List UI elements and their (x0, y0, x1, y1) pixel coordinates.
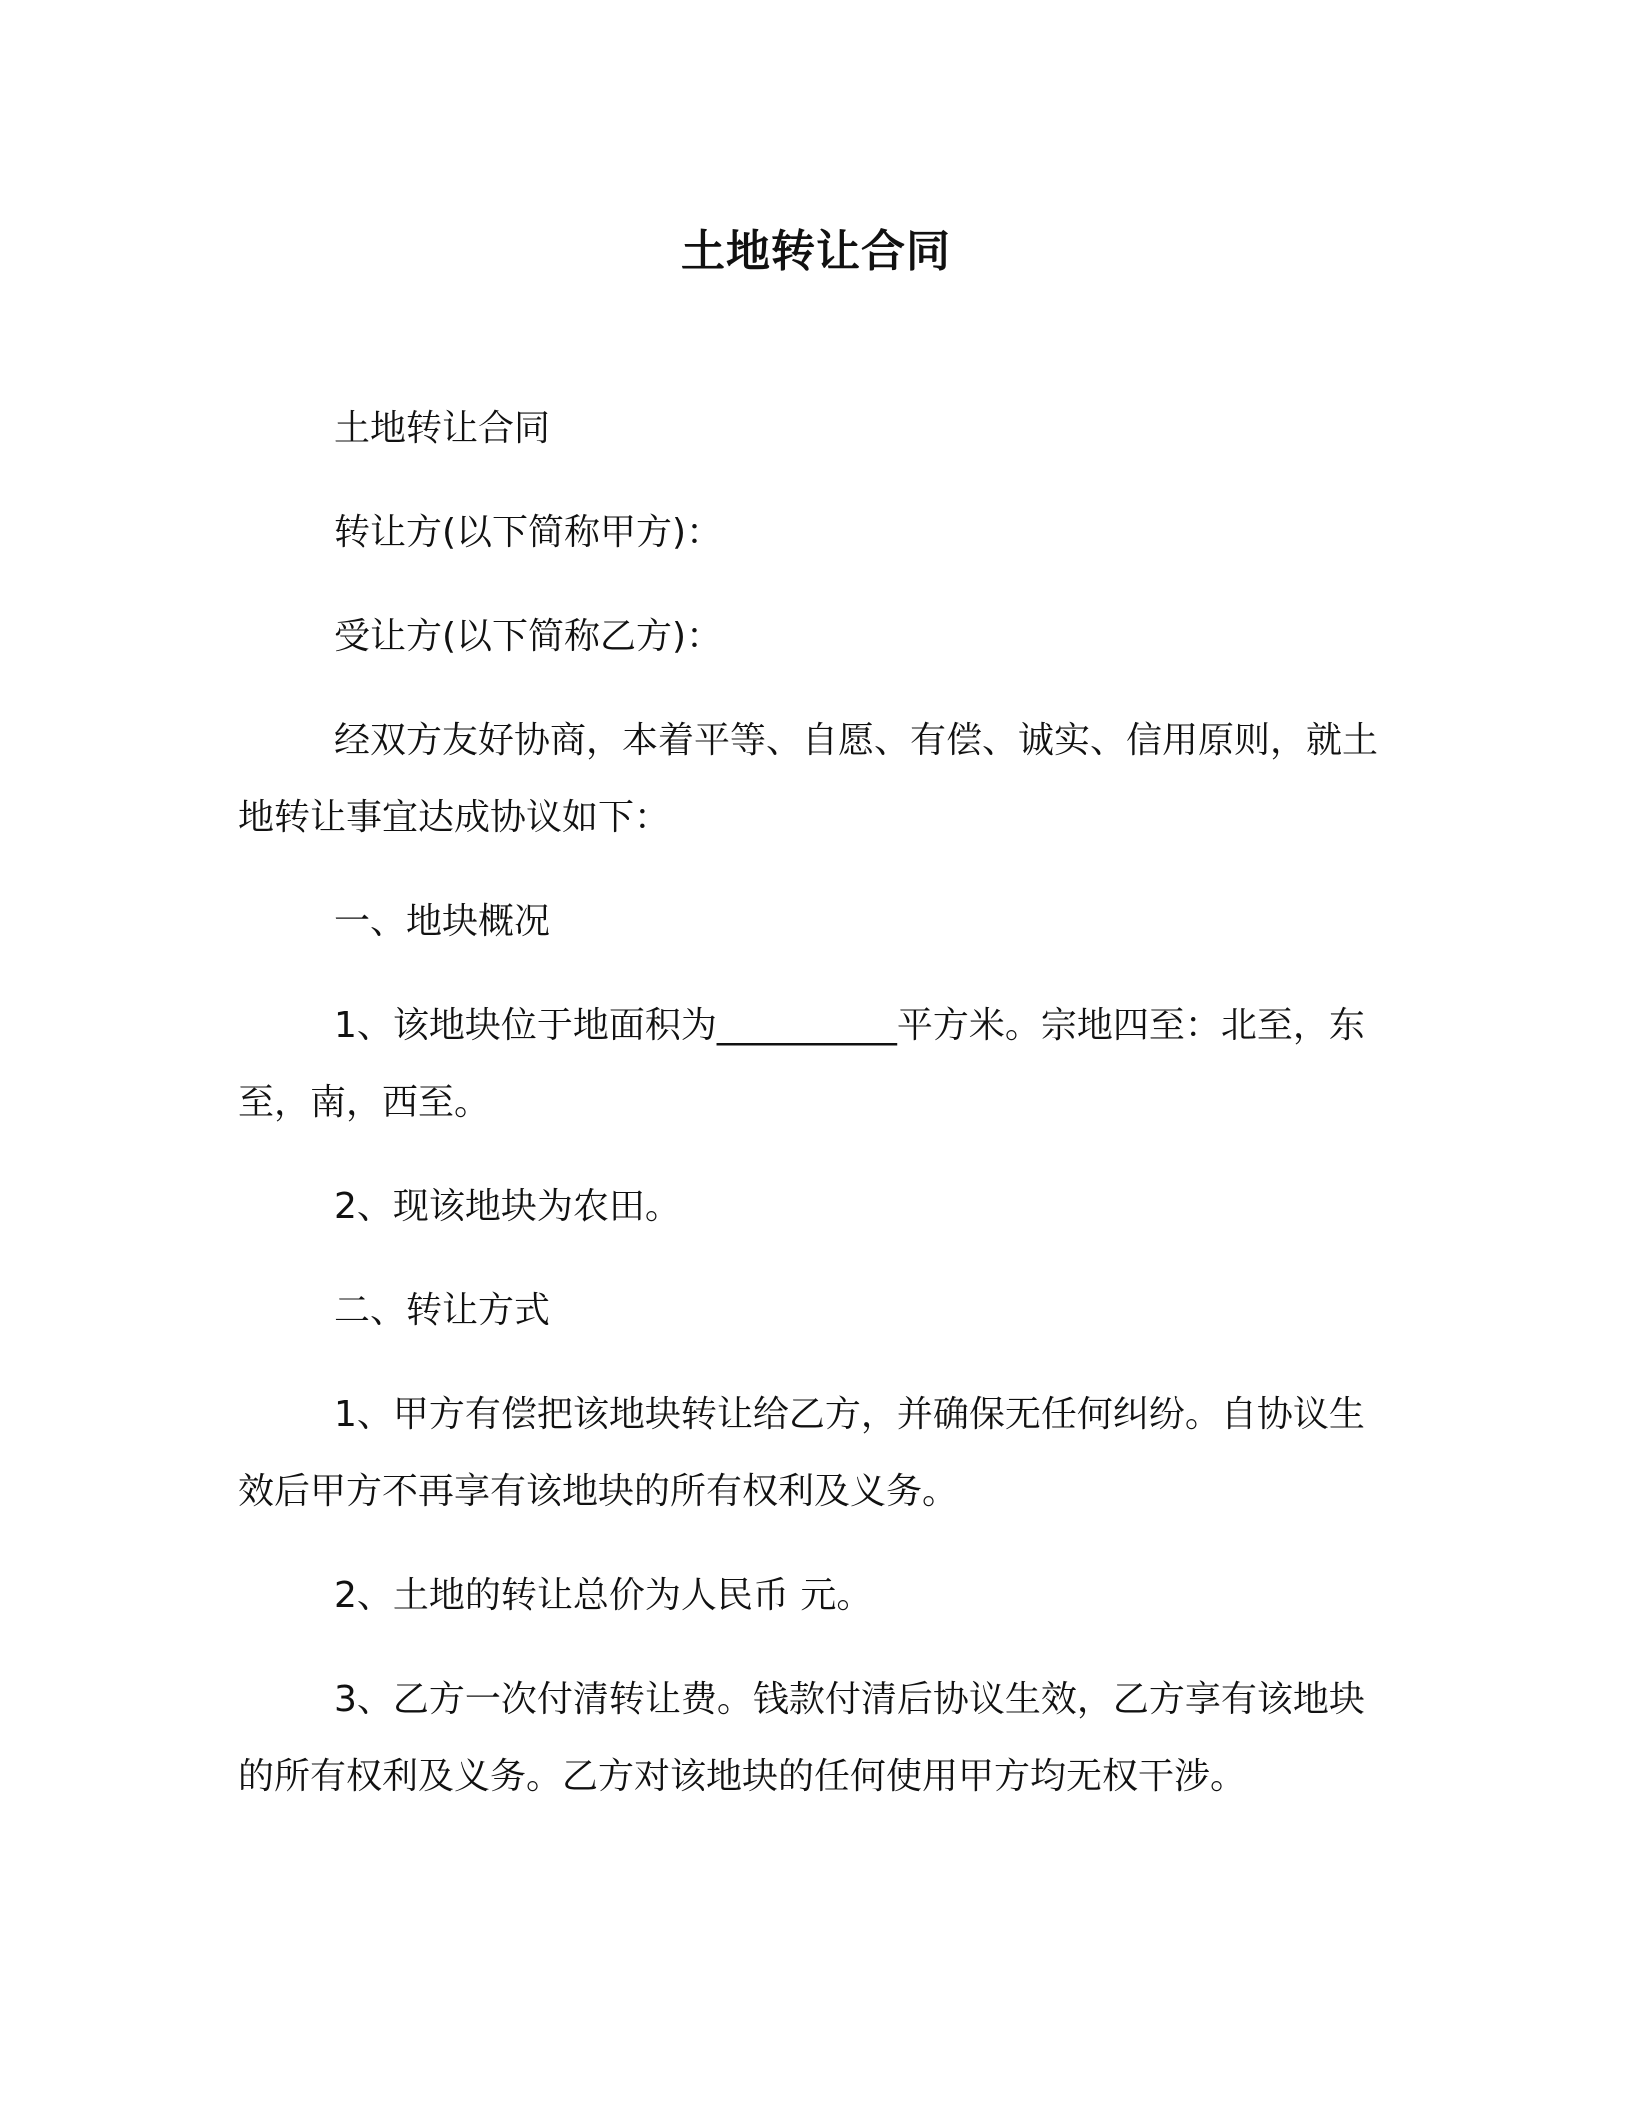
paragraph-transfer-price: 2、土地的转让总价为人民币 元。 (334, 1575, 873, 1616)
document-title: 土地转让合同 (681, 226, 951, 277)
paragraph-payment-terms: 3、乙方一次付清转让费。钱款付清后协议生效，乙方享有该地块的所有权利及义务。乙方对该地块的任何使用甲方均无权干涉。 (238, 1679, 1365, 1797)
paragraph-land-location: 1、该地块位于地面积为__________平方米。宗地四至：北至，东至，南，西至。 (238, 1005, 1365, 1123)
paragraph-contract-heading: 土地转让合同 (334, 408, 551, 449)
section-heading-land-overview: 一、地块概况 (334, 901, 551, 942)
document-body (238, 390, 1388, 1842)
paragraph-transferor: 转让方(以下简称甲方)： (334, 512, 723, 553)
paragraph-preamble: 经双方友好协商，本着平等、自愿、有偿、诚实、信用原则，就土地转让事宜达成协议如下： (238, 720, 1379, 838)
paragraph-transfer-rights: 1、甲方有偿把该地块转让给乙方，并确保无任何纠纷。自协议生效后甲方不再享有该地块的所有权利及义务。 (238, 1394, 1365, 1512)
paragraph-land-use: 2、现该地块为农田。 (334, 1186, 681, 1227)
section-heading-transfer-method: 二、转让方式 (334, 1290, 551, 1331)
paragraph-transferee: 受让方(以下简称乙方)： (334, 616, 723, 657)
